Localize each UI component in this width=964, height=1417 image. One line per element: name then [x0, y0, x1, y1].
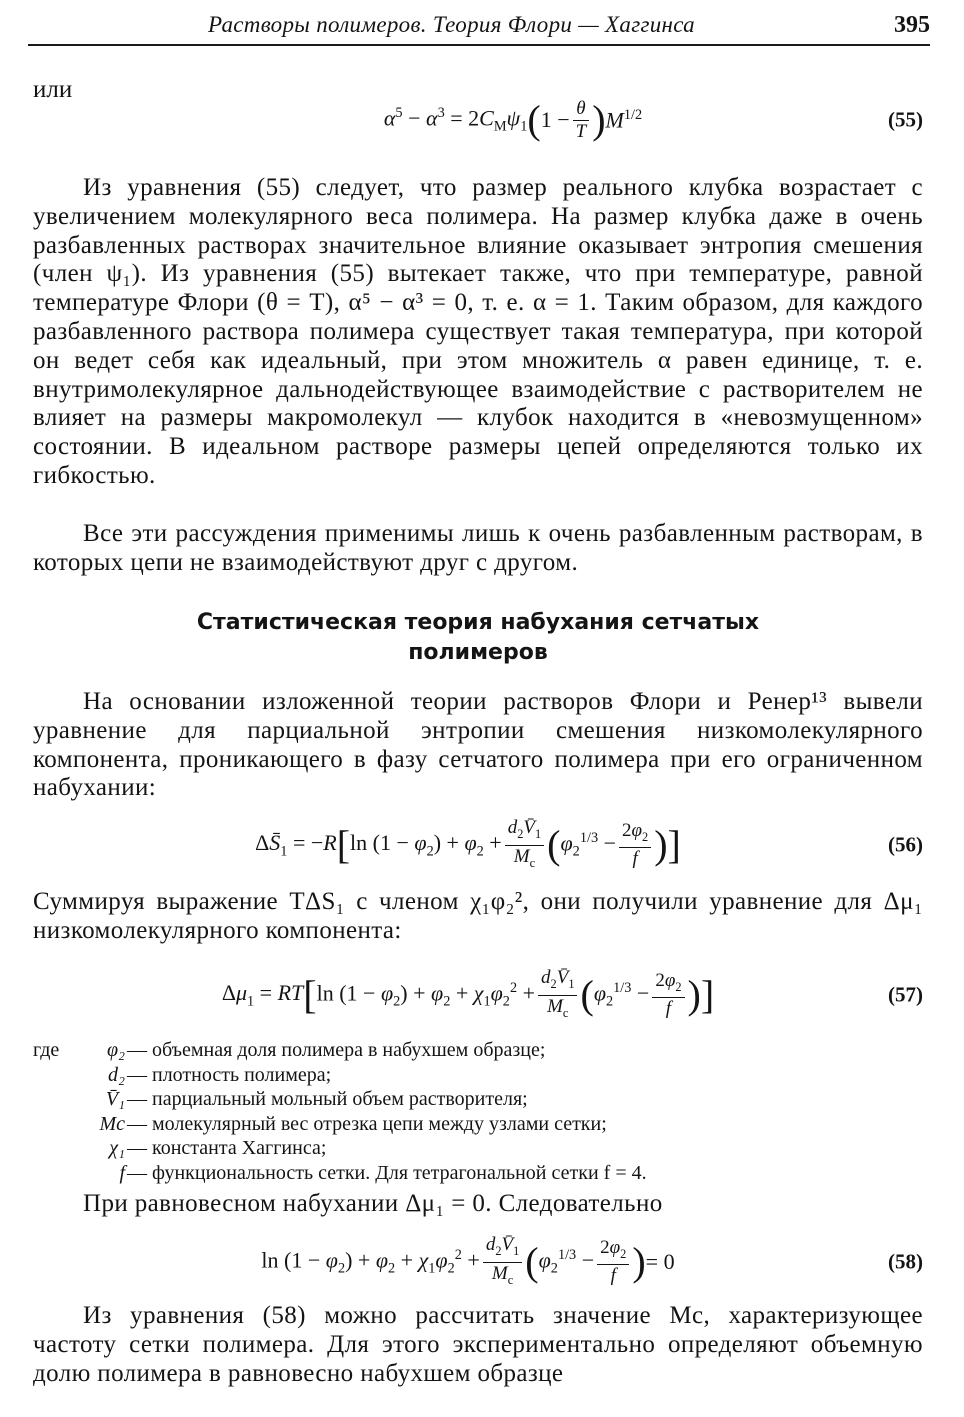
equation-55: [33, 90, 923, 150]
equation-57: [33, 965, 923, 1025]
definition-row: [33, 1063, 923, 1088]
equation-56: [33, 815, 923, 875]
definitions-where: где: [33, 1039, 60, 1061]
definitions-list: [33, 1038, 923, 1185]
equation-58-body: $\ln (1 - \varphi_2) + \varphi_2 + \chi_1\varphi_2^2$ + $\frac{d_2V̄_1}{M_c}$ ( $\varphi_2^{1/3}$ − $\frac{2\varphi_2}{f}$ ) = 0: [261, 1233, 675, 1287]
paragraph-2: Все эти рассуждения применимы лишь к очень разбавленным растворам, в которых цепи не взаимодействуют друг с другом.: [33, 520, 923, 576]
definition-symbol: f: [119, 1161, 125, 1184]
equation-number-55: (55): [888, 107, 923, 132]
definition-text: — молекулярный вес отрезка цепи между узлами сетки;: [127, 1112, 607, 1135]
definition-row: [33, 1038, 923, 1063]
definition-row: [33, 1161, 923, 1186]
definition-text: — объемная доля полимера в набухшем образце;: [127, 1039, 546, 1061]
definition-row: [33, 1087, 923, 1112]
section-heading: [33, 608, 923, 668]
paragraph-3: На основании изложенной теории растворов Флори и Ренер¹³ вывели уравнение для парциальной энтропии смешения низкомолекулярного компонента, проникающего в фазу сетчатого полимера при его ограниченном набухании:: [33, 688, 923, 802]
paragraph-5: При равновесном набухании Δμ₁ = 0. Следовательно: [83, 1190, 663, 1217]
equation-number-58: (58): [888, 1249, 923, 1274]
equation-number-56: (56): [888, 832, 923, 857]
definition-text: — константа Хаггинса;: [127, 1137, 327, 1159]
definition-symbol: φ₂: [106, 1039, 125, 1061]
equation-57-body: $\Delta\mu_1$ = RT [ $\ln (1 - \varphi_2) + \varphi_2 + \chi_1\varphi_2^2$ + $\frac{d_2V̄_1}{M_c}$ ( $\varphi_2^{1/3}$ − $\frac{2\varphi_2}{f}$ )]: [221, 966, 715, 1020]
definition-row: [33, 1112, 923, 1137]
definition-symbol: Mc: [99, 1112, 125, 1135]
definition-text: — функциональность сетки. Для тетрагональной сетки f = 4.: [127, 1161, 647, 1184]
equation-58: [33, 1232, 923, 1292]
page-number: 395: [894, 12, 930, 38]
paragraph-6: Из уравнения (58) можно рассчитать значение Mc, характеризующее частоту сетки полимера. Для этого экспериментально определяют объемную долю полимера в равновесно набухшем образце: [33, 1302, 923, 1387]
section-heading-line1: Статистическая теория набухания сетчатых: [196, 610, 760, 635]
definition-symbol: χ₁: [109, 1137, 125, 1159]
paragraph-1: Из уравнения (55) следует, что размер реального клубка возрастает с увеличением молекулярного веса полимера. На размер клубка даже в очень разбавленных растворах значительное влияние оказывает энтропия смешения (член ψ₁). Из уравнения (55) вытекает также, что при температуре, равной температуре Флори (θ = T), α⁵ − α³ = 0, т. е. α = 1. Таким образом, для каждого разбавленного раствора полимера существует такая температура, при которой он ведет себя как идеальный, при этом множитель α равен единице, т. е. внутримолекулярное дальнодействующее взаимодействие с растворителем не влияет на размеры макромолекул — клубок находится в «невозмущенном» состоянии. В идеальном растворе размеры цепей определяются только их гибкостью.: [33, 174, 923, 489]
paragraph-4: Суммируя выражение TΔS₁ с членом χ₁φ₂², они получили уравнение для Δμ₁ низкомолекулярного компонента:: [33, 888, 923, 944]
definition-text: — парциальный мольный объем растворителя;: [127, 1088, 528, 1110]
section-heading-line2: полимеров: [408, 640, 548, 665]
equation-56-body: $\Delta S̄_1 = -R$ [ $\ln (1 - \varphi_2) + \varphi_2$ + $\frac{d_2V̄_1}{M_c}$ ( $\varphi_2^{1/3}$ − $\frac{2\varphi_2}{f}$ )]: [255, 816, 681, 870]
page-header: [28, 8, 930, 46]
intro-word: или: [33, 76, 73, 103]
equation-number-57: (57): [888, 982, 923, 1007]
definition-text: — плотность полимера;: [127, 1063, 332, 1086]
equation-55-body: $\alpha^5 - \alpha^3 = 2C_M\psi_1$ ( 1 − $\frac{\theta}{T}$ ) $M^{1/2}$: [383, 97, 643, 142]
running-title: Растворы полимеров. Теория Флори — Хаггинса: [208, 12, 695, 37]
definition-symbol: V̄₁: [105, 1088, 125, 1110]
definition-symbol: d₂: [108, 1063, 125, 1086]
definition-row: [33, 1136, 923, 1161]
